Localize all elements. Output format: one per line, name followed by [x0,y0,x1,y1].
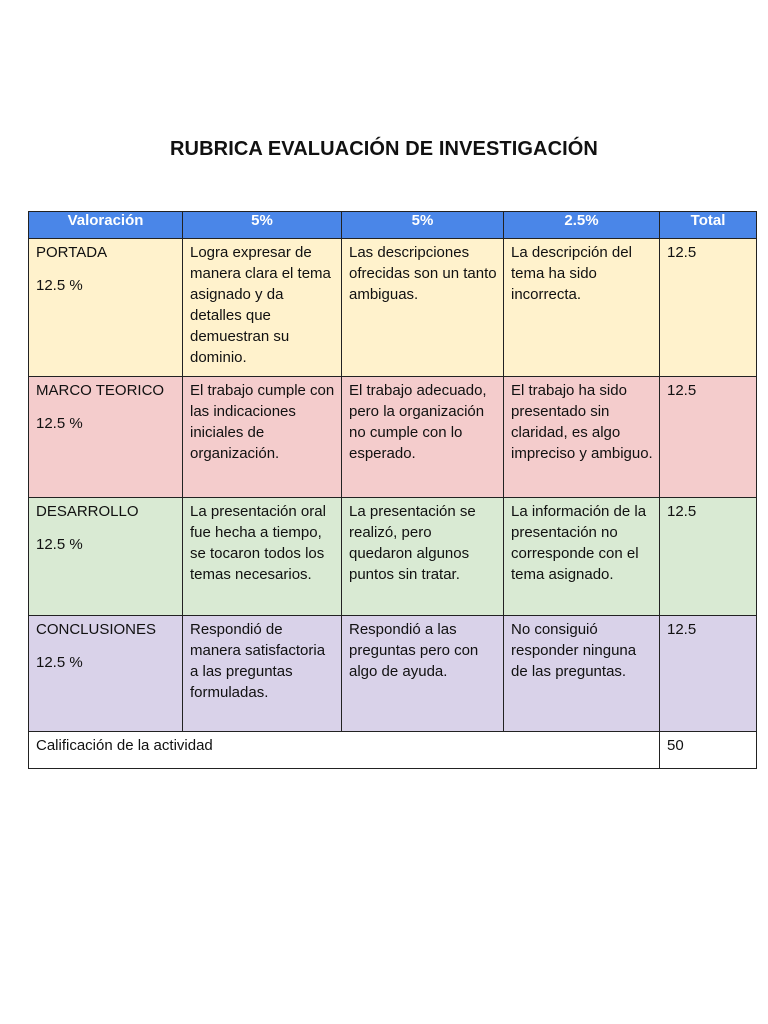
row-marco-teorico [29,377,757,498]
level-3-description: No consiguió responder ninguna de las preguntas. [504,616,660,732]
row-total: 12.5 [660,377,757,498]
criterion-name: MARCO TEORICO [36,382,165,399]
level-1-description: Logra expresar de manera clara el tema asignado y da detalles que demuestran su dominio. [183,239,342,377]
criterion-name: DESARROLLO [36,503,139,520]
level-2-description: La presentación se realizó, pero quedaron algunos puntos sin tratar. [342,498,504,616]
criterion-cell [29,616,183,732]
final-grade-value: 50 [660,732,757,769]
criterion-name: CONCLUSIONES [36,621,157,638]
rubric-table [28,211,757,769]
row-conclusiones [29,616,757,732]
final-grade-row [29,732,757,769]
level-3-description: La descripción del tema ha sido incorrecta. [504,239,660,377]
criterion-percent: 12.5 % [36,536,83,553]
level-2-description: El trabajo adecuado, pero la organización no cumple con lo esperado. [342,377,504,498]
criterion-percent: 12.5 % [36,277,83,294]
header-level-1: 5% [183,212,342,239]
row-portada [29,239,757,377]
criterion-percent: 12.5 % [36,654,83,671]
level-1-description: El trabajo cumple con las indicaciones iniciales de organización. [183,377,342,498]
row-total: 12.5 [660,616,757,732]
header-row [29,212,757,239]
criterion-percent: 12.5 % [36,415,83,432]
level-2-description: Las descripciones ofrecidas son un tanto ambiguas. [342,239,504,377]
header-total: Total [660,212,757,239]
header-valoracion: Valoración [29,212,183,239]
final-grade-label: Calificación de la actividad [29,732,660,769]
criterion-cell [29,239,183,377]
row-desarrollo [29,498,757,616]
header-level-2: 5% [342,212,504,239]
level-2-description: Respondió a las preguntas pero con algo de ayuda. [342,616,504,732]
row-total: 12.5 [660,239,757,377]
criterion-cell [29,498,183,616]
row-total: 12.5 [660,498,757,616]
criterion-cell [29,377,183,498]
header-level-3: 2.5% [504,212,660,239]
level-3-description: El trabajo ha sido presentado sin claridad, es algo impreciso y ambiguo. [504,377,660,498]
level-1-description: Respondió de manera satisfactoria a las preguntas formuladas. [183,616,342,732]
document-title: RUBRICA EVALUACIÓN DE INVESTIGACIÓN [170,138,598,160]
level-1-description: La presentación oral fue hecha a tiempo, se tocaron todos los temas necesarios. [183,498,342,616]
level-3-description: La información de la presentación no corresponde con el tema asignado. [504,498,660,616]
criterion-name: PORTADA [36,244,108,261]
